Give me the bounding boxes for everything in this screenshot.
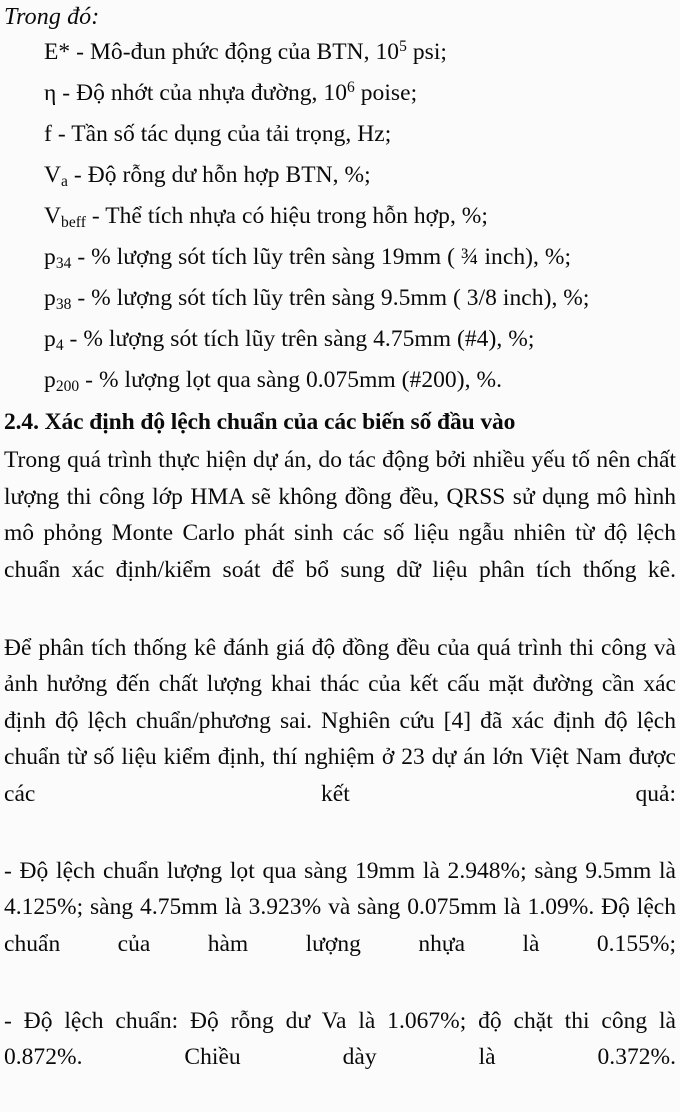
definition-text: - Độ rỗng dư hỗn hợp BTN, %; — [68, 162, 371, 188]
definition-text-tail: poise; — [355, 80, 417, 106]
definition-text-tail: psi; — [407, 39, 447, 65]
symbol-subscript: beff — [61, 214, 86, 231]
definition-text: - % lượng lọt qua sàng 0.075mm (#200), %. — [79, 367, 502, 393]
section-heading: 2.4. Xác định độ lệch chuẩn của các biến số đầu vào — [4, 407, 676, 437]
symbol-base: p — [44, 285, 56, 311]
definition-item — [4, 278, 676, 319]
symbol-subscript: 4 — [56, 337, 64, 354]
definition-text: - Tần số tác dụng của tải trọng, Hz; — [52, 121, 391, 147]
definition-item — [4, 32, 676, 73]
definition-text: - Độ nhớt của nhựa đường, 10 — [56, 80, 347, 106]
symbol-base: p — [44, 367, 56, 393]
definition-item — [4, 155, 676, 196]
symbol-base: f — [44, 121, 52, 147]
body-paragraph: Trong quá trình thực hiện dự án, do tác động bởi nhiều yếu tố nên chất lượng thi công lớp HMA sẽ không đồng đều, QRSS sử dụng mô hình mô phỏng Monte Carlo phát sinh các số liệu ngẫu nhiên từ độ lệch chuẩn xác định/kiểm soát để bổ sung dữ liệu phân tích thống kê. — [4, 442, 676, 625]
definition-item — [4, 360, 676, 401]
definition-text: - % lượng sót tích lũy trên sàng 4.75mm (#4), %; — [64, 326, 535, 352]
body-paragraph-bullet: - Độ lệch chuẩn lượng lọt qua sàng 19mm là 2.948%; sàng 9.5mm là 4.125%; sàng 4.75mm là 3.923% và sàng 0.075mm là 1.09%. Độ lệch chuẩn của hàm lượng nhựa là 0.155%; — [4, 853, 676, 999]
symbol-base: V — [44, 162, 61, 188]
definition-text: - Mô-đun phức động của BTN, 10 — [70, 39, 399, 65]
symbol-base: E* — [44, 39, 70, 65]
definition-superscript: 6 — [347, 79, 355, 96]
definition-item — [4, 237, 676, 278]
definition-text: - % lượng sót tích lũy trên sàng 19mm ( ¾ inch), %; — [71, 244, 571, 270]
lead-in-text: Trong đó: — [4, 0, 676, 32]
definition-item — [4, 114, 676, 155]
symbol-subscript: 200 — [56, 378, 79, 395]
definition-text: - Thể tích nhựa có hiệu trong hỗn hợp, %; — [86, 203, 488, 229]
symbol-subscript: 38 — [56, 296, 72, 313]
definition-item — [4, 73, 676, 114]
symbol-base: η — [44, 80, 56, 106]
symbol-definition-list — [4, 32, 676, 401]
definition-item — [4, 196, 676, 237]
body-paragraph: Để phân tích thống kê đánh giá độ đồng đều của quá trình thi công và ảnh hưởng đến chất lượng khai thác của kết cấu mặt đường cần xác định độ lệch chuẩn/phương sai. Nghiên cứu [4] đã xác định độ lệch chuẩn từ số liệu kiểm định, thí nghiệm ở 23 dự án lớn Việt Nam được các kết quả: — [4, 630, 676, 849]
definition-item — [4, 319, 676, 360]
symbol-base: p — [44, 326, 56, 352]
definition-text: - % lượng sót tích lũy trên sàng 9.5mm ( 3/8 inch), %; — [71, 285, 589, 311]
symbol-subscript: 34 — [56, 255, 72, 272]
symbol-base: p — [44, 244, 56, 270]
symbol-base: V — [44, 203, 61, 229]
definition-superscript: 5 — [399, 38, 407, 55]
body-paragraph-bullet: - Độ lệch chuẩn: Độ rỗng dư Va là 1.067%; độ chặt thi công là 0.872%. Chiều dày là 0.372%. — [4, 1003, 676, 1112]
symbol-subscript: a — [61, 173, 68, 190]
